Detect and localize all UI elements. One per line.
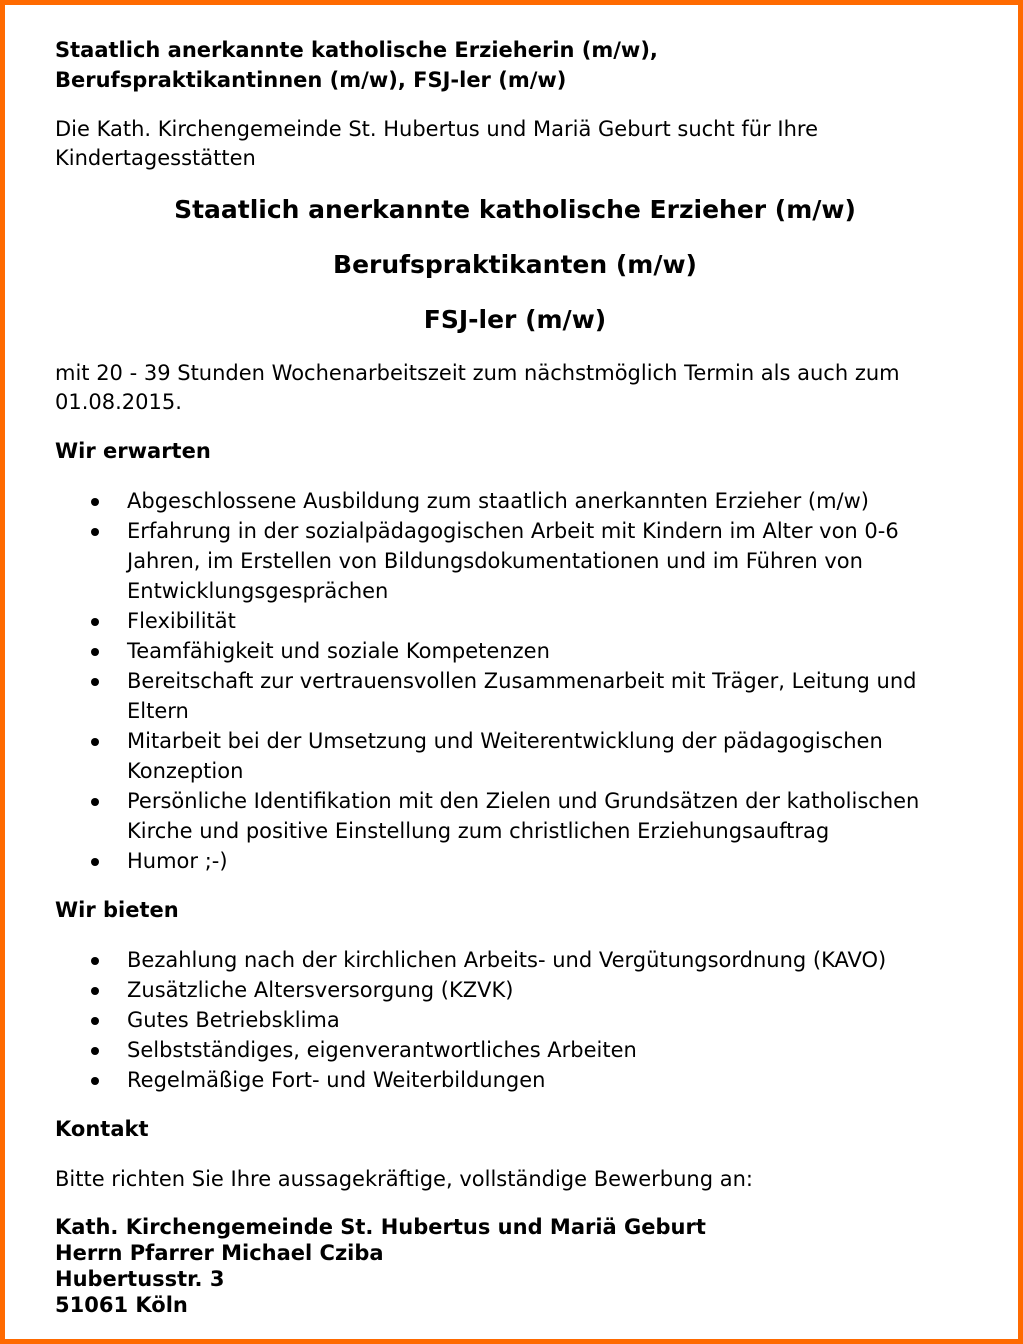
- position-heading-berufspraktikanten: Berufspraktikanten (m/w): [333, 250, 697, 279]
- intro-text: Die Kath. Kirchengemeinde St. Hubertus und Mariä Geburt sucht für Ihre Kindertagesstätten: [55, 117, 819, 170]
- section-heading-expect: Wir erwarten: [55, 439, 211, 463]
- list-item: [55, 1005, 975, 1035]
- list-item: [55, 666, 975, 726]
- bullet-icon: [91, 1047, 99, 1055]
- list-item-text: Regelmäßige Fort- und Weiterbildungen: [127, 1068, 546, 1092]
- list-item: [55, 1035, 975, 1065]
- bullet-icon: [91, 798, 99, 806]
- bullet-icon: [91, 498, 99, 506]
- bullet-icon: [91, 618, 99, 626]
- ad-title-line-2: Berufspraktikantinnen (m/w), FSJ-ler (m/w): [55, 68, 567, 92]
- list-item: [55, 846, 975, 876]
- bullet-icon: [91, 957, 99, 965]
- section-heading-offer: Wir bieten: [55, 898, 179, 922]
- address-city: 51061 Köln: [55, 1293, 188, 1317]
- list-item: [55, 636, 975, 666]
- bullet-icon: [91, 987, 99, 995]
- bullet-icon: [91, 1017, 99, 1025]
- bullet-icon: [91, 528, 99, 536]
- list-item-text: Teamfähigkeit und soziale Kompetenzen: [127, 639, 550, 663]
- list-item-text: Flexibilität: [127, 609, 236, 633]
- address-organization: Kath. Kirchengemeinde St. Hubertus und Mariä Geburt: [55, 1215, 706, 1239]
- ad-title: [55, 35, 975, 95]
- list-item: [55, 975, 975, 1005]
- section-heading-contact: Kontakt: [55, 1117, 149, 1141]
- position-heading-erzieher: Staatlich anerkannte katholische Erzieher (m/w): [174, 195, 856, 224]
- list-item-text: Mitarbeit bei der Umsetzung und Weiterentwicklung der pädagogischen Konzeption: [127, 729, 883, 783]
- bullet-icon: [91, 1077, 99, 1085]
- list-item: [55, 606, 975, 636]
- bullet-icon: [91, 648, 99, 656]
- list-item-text: Humor ;-): [127, 849, 228, 873]
- position-heading-fsj: FSJ-ler (m/w): [423, 305, 607, 334]
- list-item-text: Zusätzliche Altersversorgung (KZVK): [127, 978, 514, 1002]
- offer-list: [55, 945, 975, 1095]
- list-item-text: Selbstständiges, eigenverantwortliches Arbeiten: [127, 1038, 637, 1062]
- list-item: [55, 726, 975, 786]
- list-item-text: Abgeschlossene Ausbildung zum staatlich anerkannten Erzieher (m/w): [127, 489, 869, 513]
- list-item: [55, 945, 975, 975]
- list-item-text: Bezahlung nach der kirchlichen Arbeits- und Vergütungsordnung (KAVO): [127, 948, 887, 972]
- list-item: [55, 516, 975, 606]
- contact-address: [55, 1214, 975, 1318]
- working-hours-text: mit 20 - 39 Stunden Wochenarbeitszeit zum nächstmöglich Termin als auch zum 01.08.2015.: [55, 361, 900, 414]
- apply-instruction: Bitte richten Sie Ihre aussagekräftige, vollständige Bewerbung an:: [55, 1167, 753, 1191]
- address-recipient: Herrn Pfarrer Michael Cziba: [55, 1241, 384, 1265]
- expect-list: [55, 486, 975, 876]
- bullet-icon: [91, 858, 99, 866]
- list-item: [55, 486, 975, 516]
- address-street: Hubertusstr. 3: [55, 1267, 225, 1291]
- job-ad-document: [55, 33, 975, 1318]
- list-item-text: Bereitschaft zur vertrauensvollen Zusammenarbeit mit Träger, Leitung und Eltern: [127, 669, 917, 723]
- bullet-icon: [91, 678, 99, 686]
- list-item-text: Erfahrung in der sozialpädagogischen Arbeit mit Kindern im Alter von 0-6 Jahren, im Erstellen von Bildungsdokumentationen und im Führen von Entwicklungsgesprächen: [127, 519, 899, 603]
- list-item-text: Persönliche Identifikation mit den Zielen und Grundsätzen der katholischen Kirche und positive Einstellung zum christlichen Erziehungsauftrag: [127, 789, 920, 843]
- list-item: [55, 1065, 975, 1095]
- list-item: [55, 786, 975, 846]
- list-item-text: Gutes Betriebsklima: [127, 1008, 340, 1032]
- ad-title-line-1: Staatlich anerkannte katholische Erzieherin (m/w),: [55, 38, 658, 62]
- bullet-icon: [91, 738, 99, 746]
